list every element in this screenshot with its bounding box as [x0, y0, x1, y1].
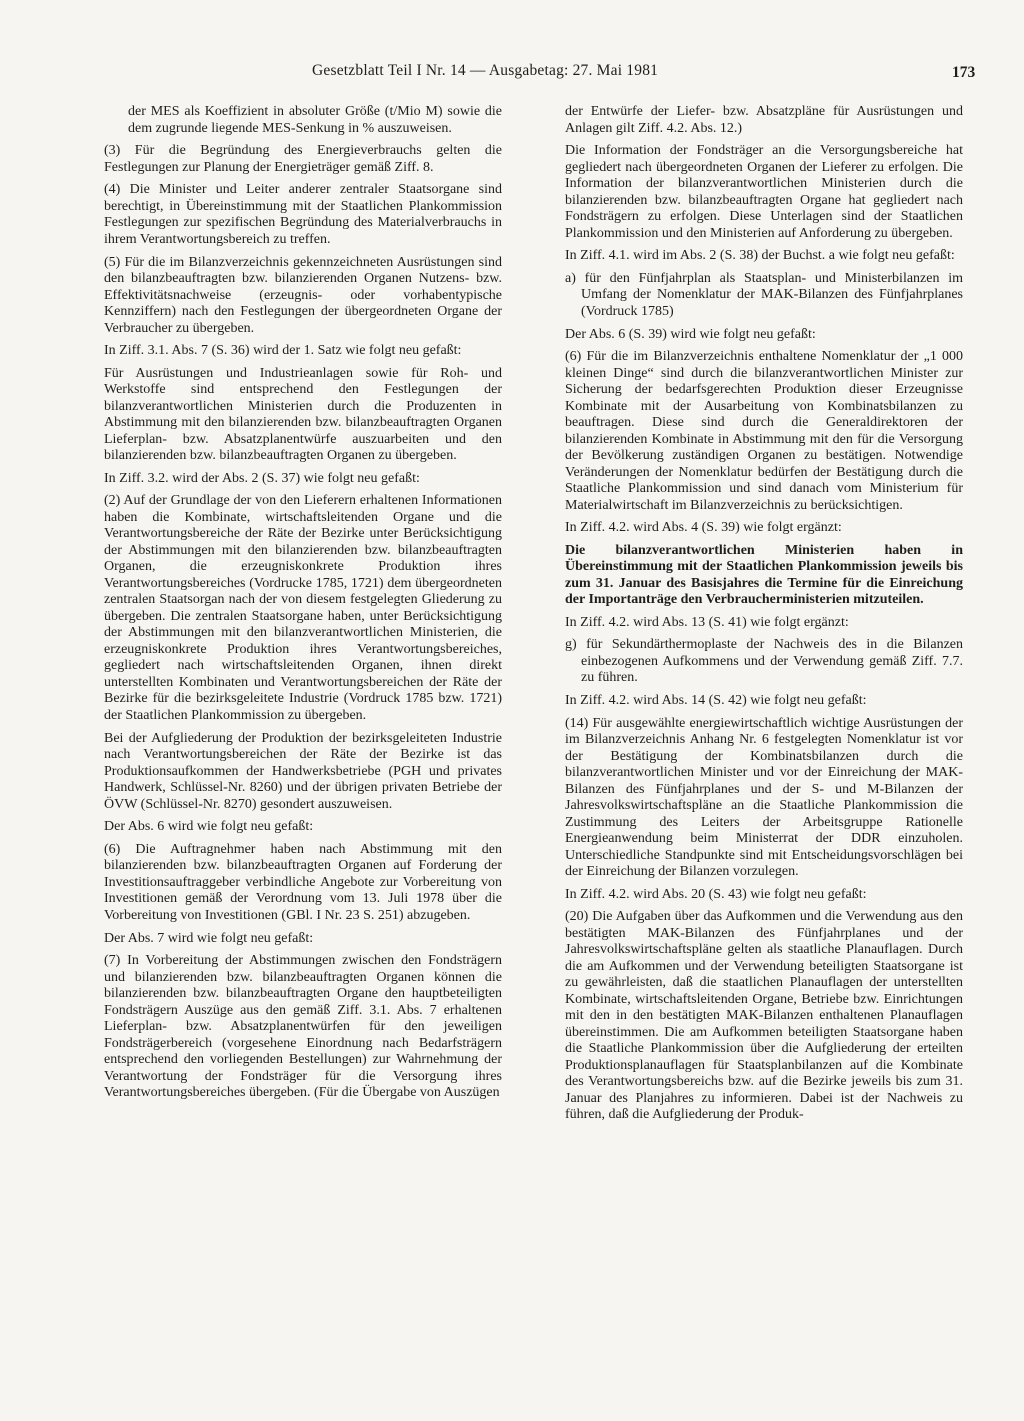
page-number: 173 — [952, 64, 976, 81]
header-title: Gesetzblatt Teil I Nr. 14 — Ausgabetag: 27. Mai 1981 — [312, 62, 659, 79]
paragraph: (2) Auf der Grundlage der von den Lieferern erhaltenen Informationen haben die Kombinate, wirtschaftsleitenden Organe und die Verantwortungsbereiche der Räte der Bezirke unter Berücksichtigung der Abstimmungen mit den bilanzierenden bzw. bilanzbeauftragten Organen, die erzeugniskonkrete Produktion ihres Verantwortungsbereiches (Vordrucke 1785, 1721) dem übergeordneten zentralen Staatsorgan nach der von diesem festgelegten Gliederung zu übergeben. Die zentralen Staatsorgane haben, unter Berücksichtigung der Abstimmungen mit den bilanzverantwortlichen Ministerien, die erzeugniskonkrete Produktion ihres Verantwortungsbereiches, gegliedert nach wirtschaftsleitenden Organen, ihnen direkt unterstellten Kombinaten und Verantwortungsbereichen der Räte der Bezirke für die bezirksgeleitete Industrie (Vordruck 1785 bzw. 1721) der Staatlichen Plankommission zu übergeben. — [104, 493, 502, 723]
paragraph: (4) Die Minister und Leiter anderer zentraler Staatsorgane sind berechtigt, in Übereinstimmung mit der Staatlichen Plankommission Festlegungen zur spezifischen Begründung des Materialverbrauchs in ihrem Verantwortungsbereich zu treffen. — [104, 182, 502, 247]
paragraph: Der Abs. 7 wird wie folgt neu gefaßt: — [104, 930, 314, 946]
paragraph: der MES als Koeffizient in absoluter Größe (t/Mio M) sowie die dem zugrunde liegende MES-Senkung in % auszuweisen. — [128, 104, 502, 136]
paragraph: In Ziff. 4.1. wird im Abs. 2 (S. 38) der Buchst. a wie folgt neu gefaßt: — [565, 248, 955, 264]
paragraph: g) für Sekundärthermoplaste der Nachweis des in die Bilanzen einbezogenen Aufkommens und der Verwendung gemäß Ziff. 7.7. zu führen. — [565, 637, 963, 686]
paragraph: (5) Für die im Bilanzverzeichnis gekennzeichneten Ausrüstungen sind den bilanzbeauftragten bzw. bilanzierenden Organen Nutzens- bzw. Effektivitätsnachweise (erzeugnis- oder vorhabentypische Kennziffern) nach den Festlegungen der übergeordneten Organe der Verbraucher zu übergeben. — [104, 254, 502, 336]
paragraph: In Ziff. 4.2. wird Abs. 4 (S. 39) wie folgt ergänzt: — [565, 520, 842, 536]
paragraph: In Ziff. 4.2. wird Abs. 20 (S. 43) wie folgt neu gefaßt: — [565, 886, 867, 902]
paragraph: (6) Für die im Bilanzverzeichnis enthaltene Nomenklatur der „1 000 kleinen Dinge“ sind durch die bilanzverantwortlichen Minister zur Sicherung der bedarfsgerechten Produktion dieser Erzeugnisse Kombinate mit der Ausarbeitung von Kombinatsbilanzen zu beauftragen. Diese sind durch die Generaldirektoren der bilanzierenden Kombinate in Abstimmung mit den für die Versorgung der Bevölkerung zuständigen Organen zu bestätigen. Notwendige Veränderungen der Nomenklatur bedürfen der Bestätigung durch die Staatliche Plankommission und sind danach vom Ministerium für Materialwirtschaft im Bilanzverzeichnis zu berücksichtigen. — [565, 349, 963, 513]
paragraph: In Ziff. 3.1. Abs. 7 (S. 36) wird der 1. Satz wie folgt neu gefaßt: — [104, 343, 462, 359]
paragraph: (14) Für ausgewählte energiewirtschaftlich wichtige Ausrüstungen der im Bilanzverzeichnis Anhang Nr. 6 festgelegten Nomenklatur ist vor der Bestätigung der Kombinatsbilanzen durch die bilanzverantwortlichen Minister und vor der Einreichung der MAK-Bilanzen des Fünfjahrplanes und der S- und M-Bilanzen der Jahresvolkswirtschaftspläne an die Staatliche Plankommission die Zustimmung des Leiters der Arbeitsgruppe Rationelle Energieanwendung beim Ministerrat der DDR einzuholen. Unterschiedliche Standpunkte sind mit Entscheidungsvorschlägen bei der Einreichung der Bilanzen vorzulegen. — [565, 715, 963, 880]
paragraph: (7) In Vorbereitung der Abstimmungen zwischen den Fondsträgern und bilanzierenden bzw. bilanzbeauftragten Organen können die bilanzierenden bzw. bilanzbeauftragten Organe den hauptbeteiligten Fondsträgern Auszüge aus den gemäß Ziff. 3.1. Abs. 7 erhaltenen Lieferplan- bzw. Absatzplanentwürfen für den jeweiligen Fondsträgerbereich (vorgesehene Einordnung nach Bedarfsträgern entsprechend den vorliegenden Bestellungen) zur Wahrnehmung der Verantwortung der Fondsträger für die Versorgung ihres Verantwortungsbereiches übergeben. (Für die Übergabe von Auszügen — [104, 953, 502, 1100]
paragraph: Die bilanzverantwortlichen Ministerien haben in Übereinstimmung mit der Staatlichen Plankommission jeweils bis zum 31. Januar des Basisjahres die Termine für die Einreichung der Importanträge den Verbraucherministerien mitzuteilen. — [565, 542, 963, 608]
paragraph: Der Abs. 6 wird wie folgt neu gefaßt: — [104, 819, 314, 835]
paragraph: (20) Die Aufgaben über das Aufkommen und die Verwendung aus den bestätigten MAK-Bilanzen des Fünfjahrplanes und der Jahresvolkswirtschaftspläne gelten als staatliche Planauflagen. Durch die am Aufkommen und der Verwendung beteiligten Staatsorgane ist zu gewährleisten, daß die staatlichen Planauflagen der unterstellten Kombinate, wirtschaftsleitenden Organe, Betriebe bzw. Einrichtungen mit den in den bestätigten MAK-Bilanzen enthaltenen Planauflagen übereinstimmen. Die am Aufkommen beteiligten Staatsorgane haben die Staatliche Plankommission über die Aufgliederung der erteilten Produktionsplanauflagen für Staatsplanbilanzen auf die Kombinate des Verantwortungsbereichs bzw. auf die Bezirke jeweils bis zum 31. Januar des Planjahres zu informieren. Dabei ist der Nachweis zu führen, daß die Aufgliederung der Produk- — [565, 909, 963, 1123]
left-column — [104, 104, 502, 1108]
paragraph: In Ziff. 3.2. wird der Abs. 2 (S. 37) wie folgt neu gefaßt: — [104, 470, 420, 486]
paragraph: Der Abs. 6 (S. 39) wird wie folgt neu gefaßt: — [565, 326, 816, 342]
page-header — [0, 62, 1024, 88]
paragraph: In Ziff. 4.2. wird Abs. 13 (S. 41) wie folgt ergänzt: — [565, 614, 849, 630]
paragraph: der Entwürfe der Liefer- bzw. Absatzpläne für Ausrüstungen und Anlagen gilt Ziff. 4.2. Abs. 12.) — [565, 104, 963, 136]
paragraph: Die Information der Fondsträger an die Versorgungsbereiche hat gegliedert nach übergeordneten Organen der Lieferer zu erfolgen. Die Information der bilanzverantwortlichen Ministerien durch die bilanzierenden bzw. bilanzbeauftragten Organe hat gegliedert nach Fondsträgern zu erfolgen. Diese Unterlagen sind der Staatlichen Plankommission und den Ministerien auf Anforderung zu übergeben. — [565, 143, 963, 241]
paragraph: (6) Die Auftragnehmer haben nach Abstimmung mit den bilanzierenden bzw. bilanzbeauftragten Organen auf Forderung der Investitionsauftraggeber verbindliche Angebote zur Vorbereitung von Investitionen gemäß der Verordnung vom 13. Juli 1978 über die Vorbereitung von Investitionen (GBl. I Nr. 23 S. 251) abzugeben. — [104, 841, 502, 923]
paragraph: Bei der Aufgliederung der Produktion der bezirksgeleiteten Industrie nach Verantwortungsbereichen der Räte der Bezirke ist das Produktionsaufkommen der Handwerksbetriebe (PGH und privates Handwerk, Schlüssel-Nr. 8260) und der übrigen privaten Betriebe der ÖVW (Schlüssel-Nr. 8270) gesondert auszuweisen. — [104, 730, 502, 812]
paragraph: a) für den Fünfjahrplan als Staatsplan- und Ministerbilanzen im Umfang der Nomenklatur der MAK-Bilanzen des Fünfjahrplanes (Vordruck 1785) — [565, 270, 963, 319]
paragraph: Für Ausrüstungen und Industrieanlagen sowie für Roh- und Werkstoffe sind entsprechend den Festlegungen der bilanzverantwortlichen Ministerien durch die Produzenten in Abstimmung mit den bilanzierenden bzw. bilanzbeauftragten Organen Lieferplan- bzw. Absatzplanentwürfe auszuarbeiten und den bilanzierenden bzw. bilanzbeauftragten Organen zu übergeben. — [104, 365, 502, 464]
right-column — [565, 104, 963, 1130]
paragraph: (3) Für die Begründung des Energieverbrauchs gelten die Festlegungen zur Planung der Energieträger gemäß Ziff. 8. — [104, 143, 502, 175]
paragraph: In Ziff. 4.2. wird Abs. 14 (S. 42) wie folgt neu gefaßt: — [565, 693, 867, 709]
